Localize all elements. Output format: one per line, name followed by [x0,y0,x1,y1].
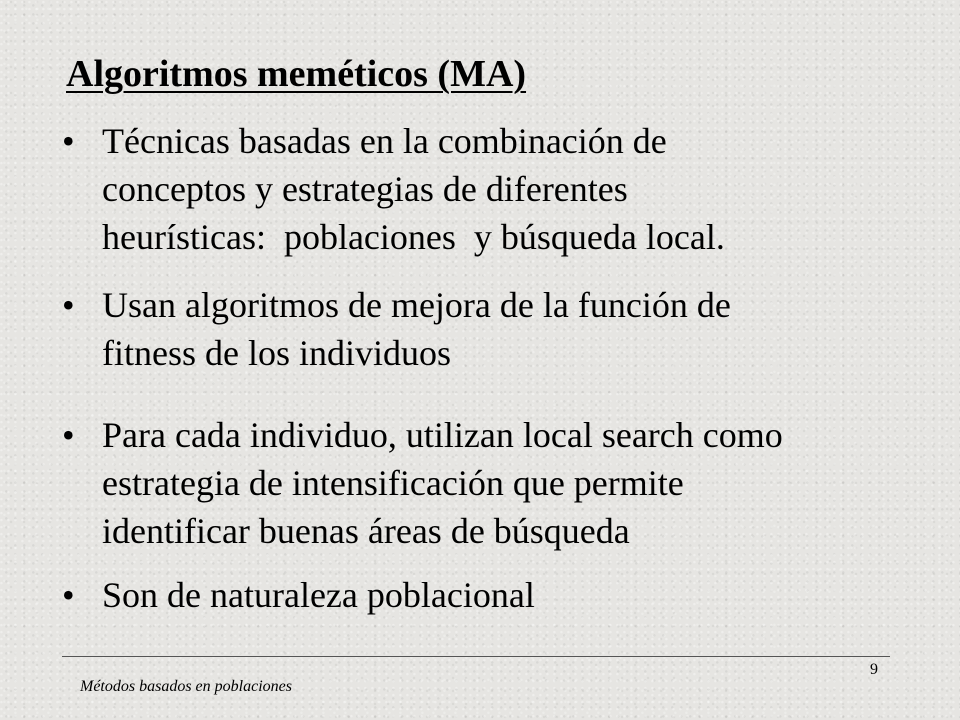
bullet-line: fitness de los individuos [102,333,451,373]
footer-divider [62,656,890,657]
bullet-dot-icon: • [62,285,75,325]
slide-title: Algoritmos meméticos (MA) [66,53,527,95]
bullet-line: Son de naturaleza poblacional [102,575,535,615]
bullet-text [102,117,932,261]
bullet-line: Técnicas basadas en la combinación de [102,121,667,161]
footer-section-title: Métodos basados en poblaciones [80,678,292,695]
bullet-text [102,571,932,619]
bullet-line: Usan algoritmos de mejora de la función de [102,285,731,325]
bullet-dot-icon: • [62,121,75,161]
page-number: 9 [870,661,878,678]
bullet-dot-icon: • [62,415,75,455]
bullet-text [102,281,932,377]
bullet-line: identificar buenas áreas de búsqueda [102,511,630,551]
bullet-line: heurísticas: poblaciones y búsqueda local. [102,217,725,257]
bullet-line: estrategia de intensificación que permite [102,463,684,503]
bullet-dot-icon: • [62,575,75,615]
bullet-text [102,411,932,555]
bullet-line: conceptos y estrategias de diferentes [102,169,628,209]
bullet-line: Para cada individuo, utilizan local search como [102,415,783,455]
